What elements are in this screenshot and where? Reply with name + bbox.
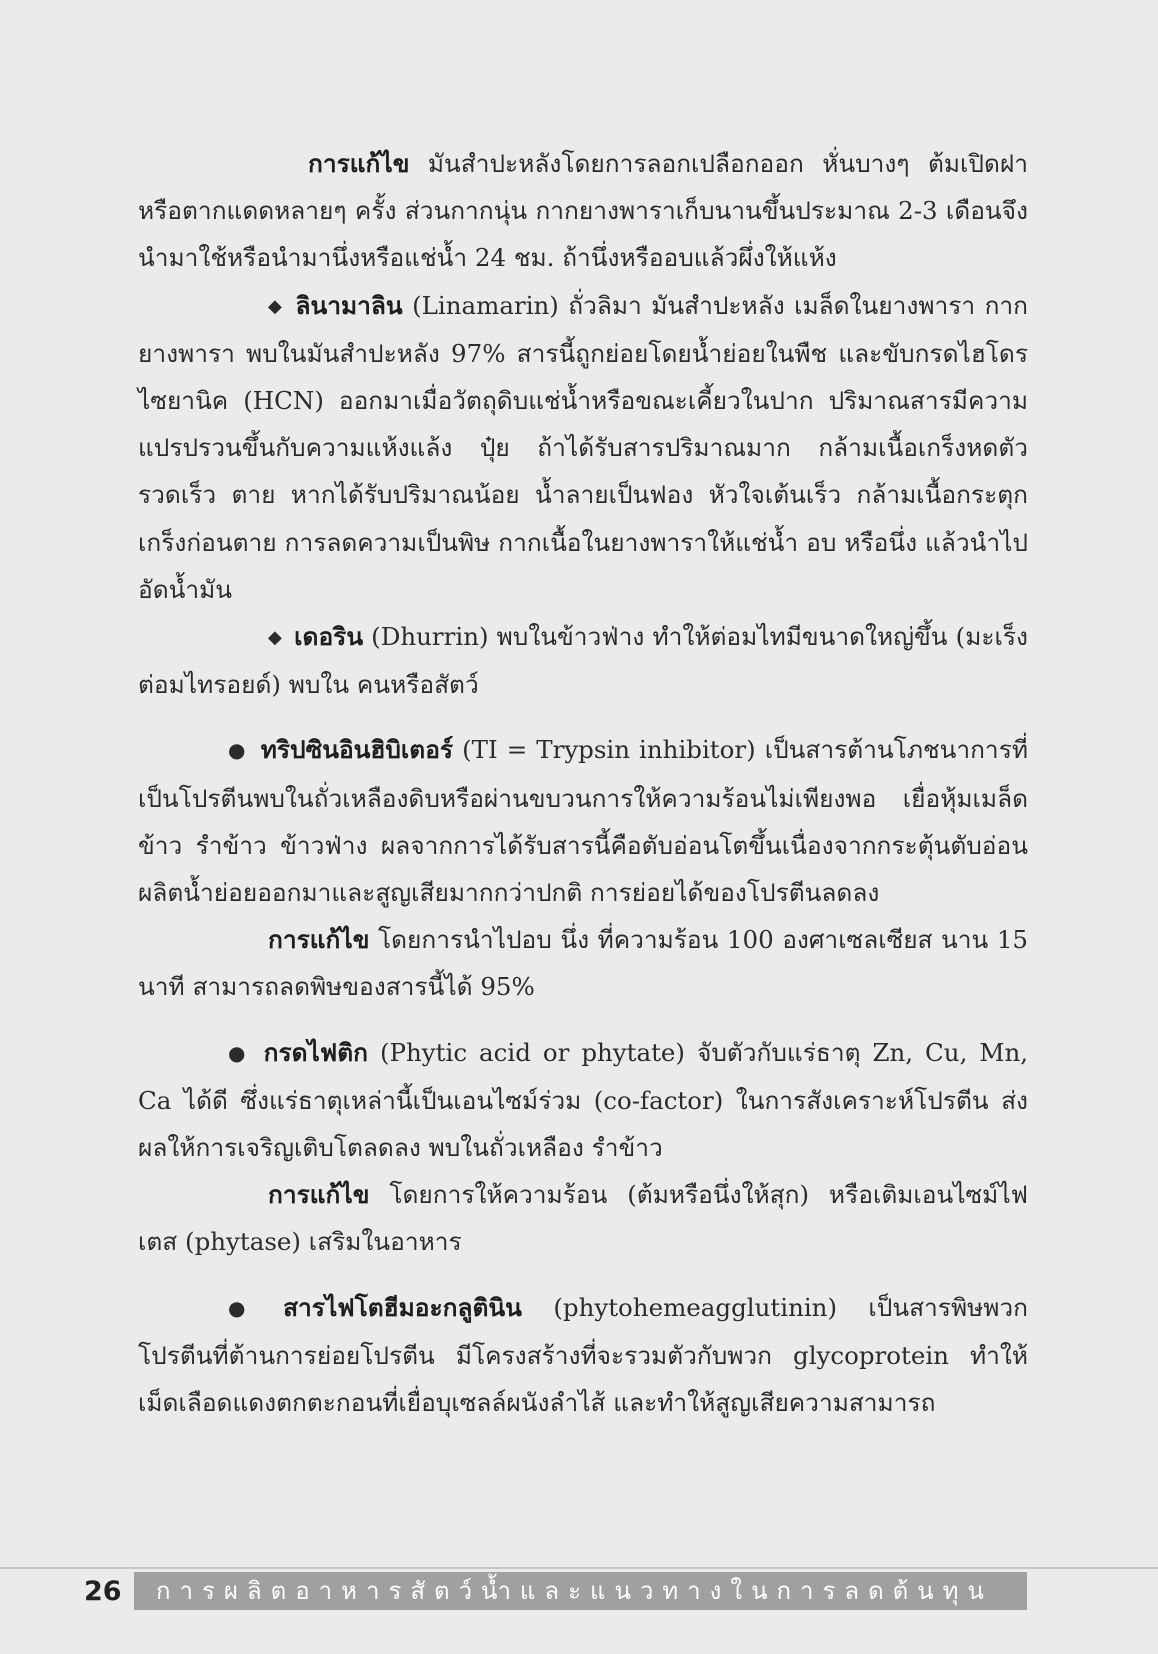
paragraph-dhurrin	[138, 613, 1028, 708]
body-text	[138, 140, 1028, 1426]
paragraph-linamarin	[138, 282, 1028, 613]
diamond-bullet-icon: ◆	[268, 295, 284, 317]
dhurrin-heading: เดอริน	[294, 622, 364, 652]
paragraph-text: โดยการนำไปอบ นึ่ง ที่ความร้อน 100 องศาเซลเซียส นาน 15 นาที สามารถลดพิษของสารนี้ได้ 95%	[138, 925, 1028, 1002]
dot-bullet-icon: ●	[228, 738, 247, 763]
dot-bullet-icon: ●	[228, 1040, 250, 1065]
paragraph-text: (TI = Trypsin inhibitor) เป็นสารต้านโภชนาการที่เป็นโปรตีนพบในถั่วเหลืองดิบหรือผ่านขบวนการให้ความร้อนไม่เพียงพอ เยื่อหุ้มเมล็ดข้าว รำข้าว ข้าวฟ่าง ผลจากการได้รับสารนี้คือตับอ่อนโตขึ้นเนื่องจากกระตุ้นตับอ่อนผลิตน้ำย่อยออกมาและสูญเสียมากกว่าปกติ การย่อยได้ของโปรตีนลดลง	[138, 735, 1028, 908]
paragraph-phytic-acid	[138, 1029, 1028, 1172]
paragraph-remedy-phytic	[138, 1171, 1028, 1265]
trypsin-heading: ทริปซินอินฮิบิเตอร์	[260, 735, 454, 765]
paragraph-remedy-cassava	[138, 140, 1028, 282]
paragraph-text: โดยการให้ความร้อน (ต้มหรือนึ่งให้สุก) หรือเติมเอนไซม์ไฟเตส (phytase) เสริมในอาหาร	[138, 1180, 1028, 1257]
diamond-bullet-icon: ◆	[268, 627, 283, 649]
remedy-heading: การแก้ไข	[308, 149, 410, 178]
footer-divider	[0, 1567, 1158, 1569]
page-number: 26	[84, 1576, 122, 1607]
phytohemagglutinin-heading: สารไฟโตฮีมอะกลูตินิน	[283, 1292, 522, 1322]
paragraph-text: (Phytic acid or phytate) จับตัวกับแร่ธาตุ Zn, Cu, Mn, Ca ได้ดี ซึ่งแร่ธาตุเหล่านี้เป็นเอนไซม์ร่วม (co-factor) ในการสังเคราะห์โปรตีน ส่งผลให้การเจริญเติบโตลดลง พบในถั่วเหลือง รำข้าว	[138, 1037, 1029, 1163]
paragraph-text: มันสำปะหลังโดยการลอกเปลือกออก หั่นบางๆ ต้มเปิดฝาหรือตากแดดหลายๆ ครั้ง ส่วนกากนุ่น กากยางพาราเก็บนานขึ้นประมาณ 2-3 เดือนจึงนำมาใช้หรือนำมานึ่งหรือแช่น้ำ 24 ชม. ถ้านึ่งหรืออบแล้วผึ่งให้แห้ง	[138, 149, 1028, 273]
running-footer-title: การผลิตอาหารสัตว์น้ำและแนวทางในการลดต้นทุน	[134, 1572, 1027, 1610]
paragraph-phytohemagglutinin	[138, 1284, 1028, 1427]
phytic-heading: กรดไฟติก	[263, 1037, 368, 1067]
paragraph-remedy-trypsin	[138, 916, 1028, 1010]
remedy-heading: การแก้ไข	[268, 925, 370, 955]
linamarin-heading: ลินามาลิน	[295, 290, 403, 320]
paragraph-text: (phytohemeagglutinin) เป็นสารพิษพวกโปรตีนที่ต้านการย่อยโปรตีน มีโครงสร้างที่จะรวมตัวกับพวก glycoprotein ทำให้เม็ดเลือดแดงตกตะกอนที่เยื่อบุเซลล์ผนังลำไส้ และทำให้สูญเสียความสามารถ	[138, 1292, 1029, 1418]
dot-bullet-icon: ●	[228, 1295, 270, 1320]
paragraph-text: (Dhurrin) พบในข้าวฟ่าง ทำให้ต่อมไทมีขนาดใหญ่ขึ้น (มะเร็งต่อมไทรอยด์) พบใน คนหรือสัตว์	[138, 622, 1028, 700]
remedy-heading: การแก้ไข	[268, 1180, 370, 1210]
paragraph-text: (Linamarin) ถั่วลิมา มันสำปะหลัง เมล็ดในยางพารา กากยางพารา พบในมันสำปะหลัง 97% สารนี้ถูกย่อยโดยน้ำย่อยในพืช และขับกรดไฮโดรไซยานิค (HCN) ออกมาเมื่อวัตถุดิบแช่น้ำหรือขณะเคี้ยวในปาก ปริมาณสารมีความแปรปรวนขึ้นกับความแห้งแล้ง ปุ๋ย ถ้าได้รับสารปริมาณมาก กล้ามเนื้อเกร็งหดตัวรวดเร็ว ตาย หากได้รับปริมาณน้อย น้ำลายเป็นฟอง หัวใจเต้นเร็ว กล้ามเนื้อกระตุก เกร็งก่อนตาย การลดความเป็นพิษ กากเนื้อในยางพาราให้แช่น้ำ อบ หรือนึ่ง แล้วนำไปอัดน้ำมัน	[138, 290, 1028, 604]
paragraph-trypsin-inhibitor	[138, 726, 1028, 916]
